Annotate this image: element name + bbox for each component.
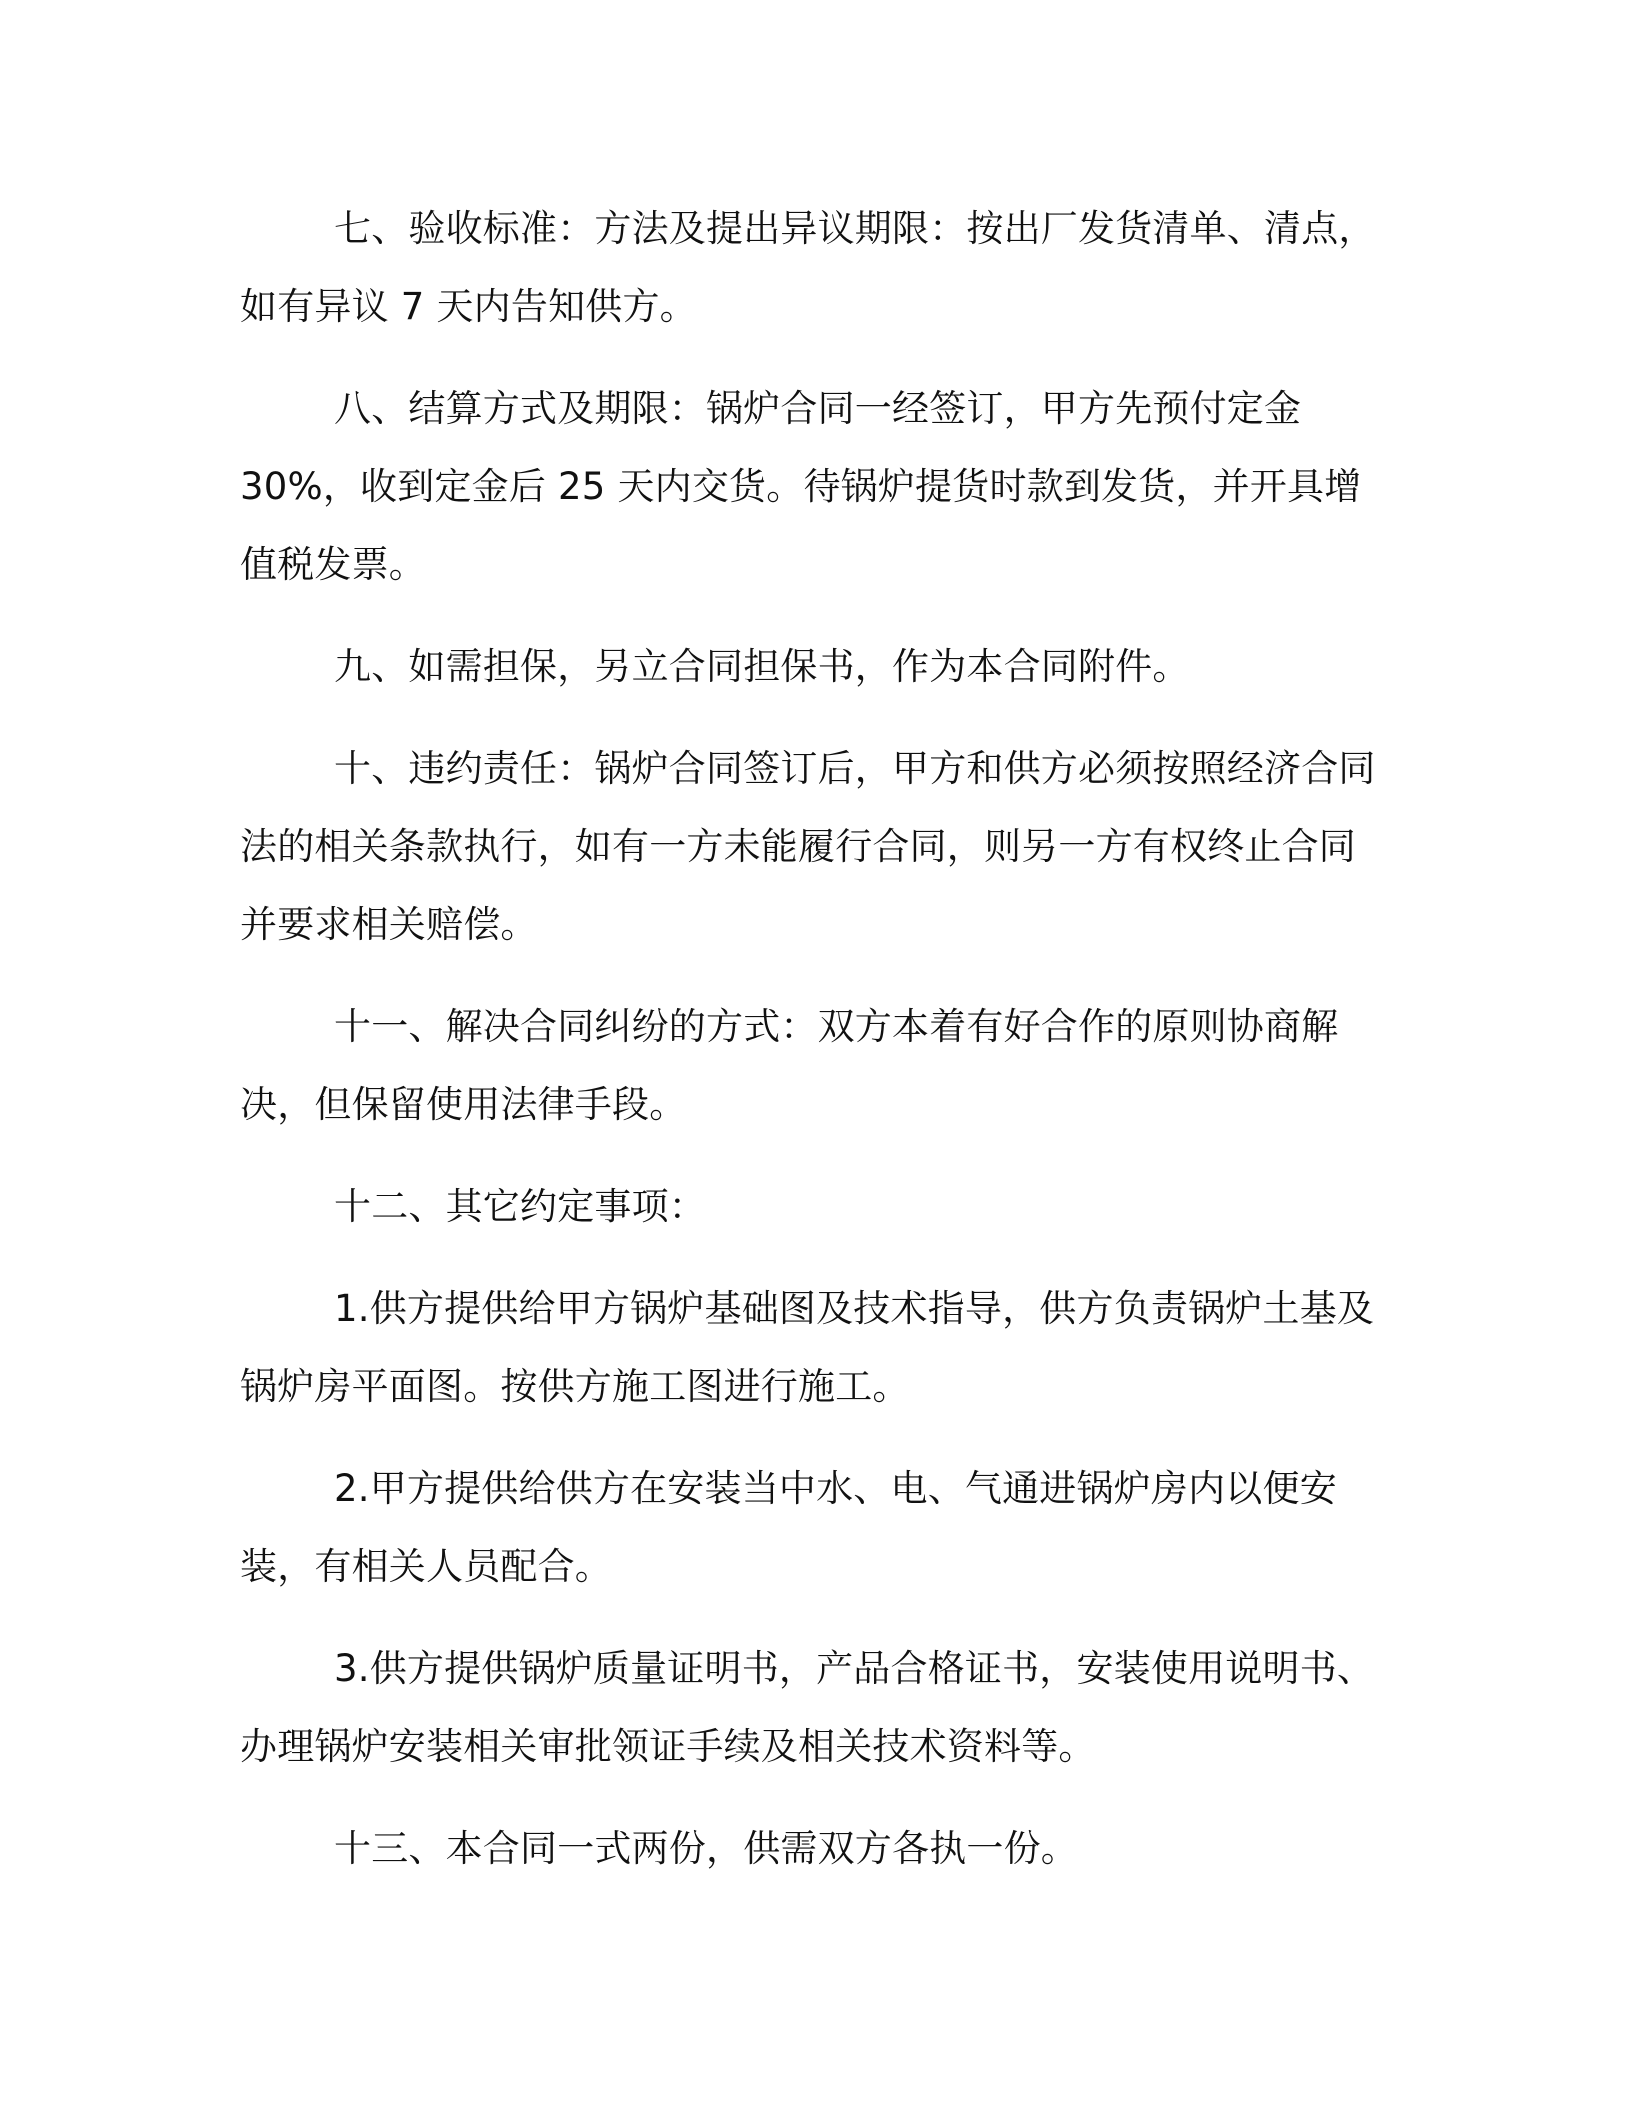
contract-body — [240, 190, 1390, 1888]
clause-12-item-3: 3.供方提供锅炉质量证明书，产品合格证书，安装使用说明书、办理锅炉安装相关审批领证手续及相关技术资料等。 — [240, 1647, 1375, 1768]
clause-13-copies: 十三、本合同一式两份，供需双方各执一份。 — [334, 1827, 1078, 1870]
clause-12-item-2: 2.甲方提供给供方在安装当中水、电、气通进锅炉房内以便安装，有相关人员配合。 — [240, 1467, 1337, 1588]
clause-12-item-1: 1.供方提供给甲方锅炉基础图及技术指导，供方负责锅炉土基及锅炉房平面图。按供方施工图进行施工。 — [240, 1287, 1375, 1408]
clause-7-acceptance: 七、验收标准：方法及提出异议期限：按出厂发货清单、清点，如有异议 7 天内告知供方。 — [240, 207, 1376, 328]
clause-8-settlement: 八、结算方式及期限：锅炉合同一经签订，甲方先预付定金 30%，收到定金后 25 天内交货。待锅炉提货时款到发货，并开具增值税发票。 — [240, 387, 1362, 586]
clause-9-guarantee: 九、如需担保，另立合同担保书，作为本合同附件。 — [334, 645, 1190, 688]
clause-10-liability: 十、违约责任：锅炉合同签订后，甲方和供方必须按照经济合同法的相关条款执行，如有一方未能履行合同，则另一方有权终止合同并要求相关赔偿。 — [240, 747, 1376, 946]
clause-12-other-matters: 十二、其它约定事项： — [334, 1185, 706, 1228]
clause-11-disputes: 十一、解决合同纠纷的方式：双方本着有好合作的原则协商解决，但保留使用法律手段。 — [240, 1005, 1339, 1126]
